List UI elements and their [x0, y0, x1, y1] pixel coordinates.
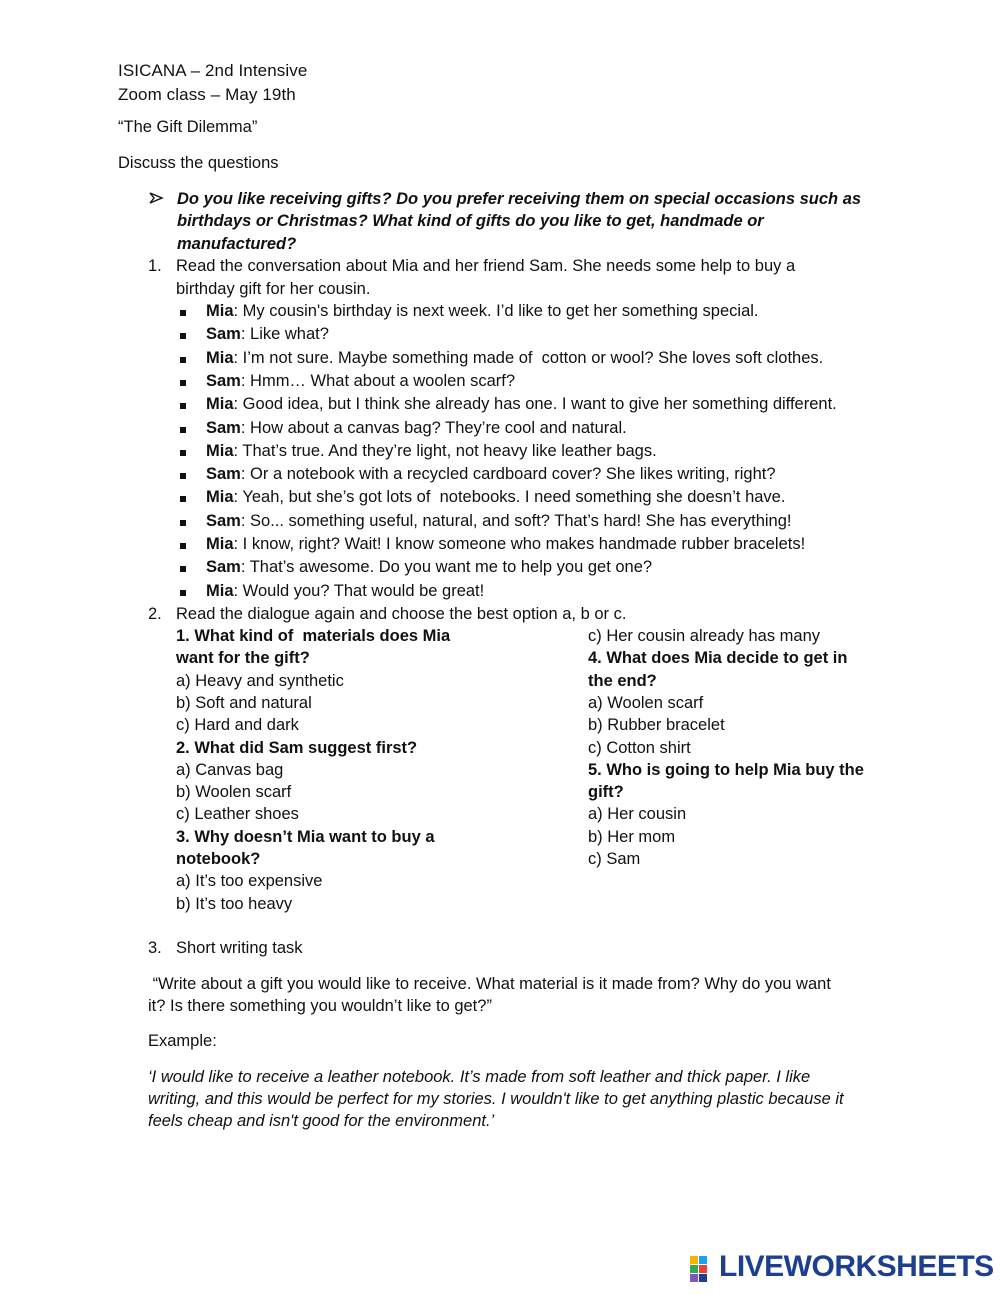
quiz-option: b) Woolen scarf [176, 783, 292, 802]
dialogue-text: : Would you? That would be great! [233, 581, 485, 600]
speaker-name: Mia [206, 535, 234, 553]
example-line: ‘I would like to receive a leather notebook. It’s made from soft leather and thick paper. I like [148, 1068, 811, 1086]
quiz-option: a) Her cousin [588, 805, 687, 824]
dialogue-line [206, 419, 627, 438]
arrow-bullet-icon [148, 190, 164, 206]
dialogue-line [206, 535, 805, 554]
speaker-name: Mia [206, 441, 234, 460]
quiz-question-line: gift? [588, 783, 624, 802]
dialogue-line [206, 372, 515, 391]
quiz-question-line: 4. What does Mia decide to get in [588, 649, 848, 668]
discussion-question-line: birthdays or Christmas? What kind of gifts do you like to get, handmade or [177, 212, 764, 230]
dialogue-text: : That’s awesome. Do you want me to help you get one? [240, 558, 653, 577]
square-bullet-icon [180, 520, 186, 526]
quiz-option: b) It’s too heavy [176, 894, 293, 913]
dialogue-text: : I’m not sure. Maybe something made of cotton or wool? She loves soft clothes. [233, 348, 824, 367]
dialogue-line [206, 582, 484, 601]
dialogue-line [206, 325, 329, 344]
discussion-question-line: Do you like receiving gifts? Do you prefer receiving them on special occasions such as [177, 190, 862, 208]
quiz-option: b) Soft and natural [176, 693, 312, 712]
task1-instruction-line: Read the conversation about Mia and her friend Sam. She needs some help to buy a [176, 257, 796, 275]
quiz-option: b) Rubber bracelet [588, 716, 725, 735]
task3-title: Short writing task [176, 939, 303, 957]
task3-number: 3. [148, 939, 162, 957]
quiz-question-line: 3. Why doesn’t Mia want to buy a [176, 827, 435, 846]
liveworksheets-logo-icon [690, 1254, 716, 1284]
header-line-2: Zoom class – May 19th [118, 85, 296, 104]
quiz-option: c) Leather shoes [176, 805, 299, 824]
quiz-question-line: 1. What kind of materials does Mia [176, 627, 451, 645]
dialogue-text: : How about a canvas bag? They’re cool and natural. [240, 418, 627, 437]
dialogue-text: : Hmm… What about a woolen scarf? [240, 371, 516, 390]
dialogue-text: : Yeah, but she’s got lots of notebooks. I need something she doesn’t have. [233, 488, 786, 507]
discussion-question-line: manufactured? [177, 235, 297, 253]
quiz-question-line: notebook? [176, 850, 261, 868]
task3-prompt-line: “Write about a gift you would like to receive. What material is it made from? Why do you want [148, 975, 831, 993]
discuss-label: Discuss the questions [118, 154, 279, 172]
quiz-option: c) Cotton shirt [588, 738, 691, 757]
square-bullet-icon [180, 333, 186, 339]
square-bullet-icon [180, 566, 186, 572]
quiz-option: b) Her mom [588, 827, 676, 846]
task1-number: 1. [148, 257, 162, 275]
dialogue-line [206, 302, 759, 321]
quiz-question-line: 5. Who is going to help Mia buy the [588, 760, 864, 779]
speaker-name: Sam [206, 418, 241, 437]
dialogue-text: : That’s true. And they’re light, not heavy like leather bags. [233, 441, 657, 460]
quiz-option: c) Hard and dark [176, 716, 299, 735]
dialogue-line [206, 442, 657, 461]
dialogue-line [206, 558, 652, 577]
speaker-name: Sam [206, 511, 241, 530]
quiz-option: a) It’s too expensive [176, 872, 323, 891]
task1-instruction-line: birthday gift for her cousin. [176, 280, 371, 298]
speaker-name: Sam [206, 558, 241, 577]
quiz-option: c) Her cousin already has many [588, 627, 821, 645]
speaker-name: Sam [206, 465, 241, 484]
task2-number: 2. [148, 605, 162, 623]
dialogue-line [206, 349, 823, 368]
dialogue-line [206, 465, 776, 484]
quiz-question-line: 2. What did Sam suggest first? [176, 738, 418, 757]
square-bullet-icon [180, 357, 186, 363]
dialogue-line [206, 488, 785, 507]
dialogue-line [206, 512, 792, 531]
speaker-name: Mia [206, 488, 234, 507]
example-label: Example: [148, 1032, 217, 1050]
square-bullet-icon [180, 496, 186, 502]
quiz-question-line: the end? [588, 671, 657, 690]
speaker-name: Mia [206, 581, 234, 600]
quiz-option: a) Woolen scarf [588, 693, 704, 712]
quiz-option: c) Sam [588, 850, 641, 868]
dialogue-text: : So... something useful, natural, and soft? That’s hard! She has everything! [240, 511, 792, 530]
liveworksheets-logo-text: LIVEWORKSHEETS [719, 1250, 994, 1283]
speaker-name: Sam [206, 325, 241, 344]
square-bullet-icon [180, 310, 186, 316]
header-line-1: ISICANA – 2nd Intensive [118, 61, 308, 80]
square-bullet-icon [180, 450, 186, 456]
dialogue-text: : My cousin's birthday is next week. I’d like to get her something special. [233, 302, 759, 320]
dialogue-text: : I know, right? Wait! I know someone who makes handmade rubber bracelets! [233, 535, 806, 553]
square-bullet-icon [180, 427, 186, 433]
speaker-name: Mia [206, 302, 234, 320]
page-title: “The Gift Dilemma” [118, 118, 258, 136]
dialogue-text: : Good idea, but I think she already has one. I want to give her something different. [233, 395, 837, 414]
dialogue-text: : Or a notebook with a recycled cardboard cover? She likes writing, right? [240, 465, 776, 484]
dialogue-text: : Like what? [240, 325, 329, 344]
example-line: writing, and this would be perfect for my stories. I wouldn't like to get anything plastic because it [148, 1090, 844, 1108]
speaker-name: Sam [206, 371, 241, 390]
quiz-option: a) Heavy and synthetic [176, 671, 344, 690]
speaker-name: Mia [206, 348, 234, 367]
square-bullet-icon [180, 403, 186, 409]
square-bullet-icon [180, 380, 186, 386]
square-bullet-icon [180, 473, 186, 479]
task3-prompt-line: it? Is there something you wouldn’t like to get?” [148, 997, 492, 1015]
square-bullet-icon [180, 590, 186, 596]
task2-instruction: Read the dialogue again and choose the best option a, b or c. [176, 605, 627, 623]
quiz-option: a) Canvas bag [176, 760, 284, 779]
dialogue-line [206, 395, 837, 414]
quiz-question-line: want for the gift? [176, 649, 310, 668]
speaker-name: Mia [206, 395, 234, 414]
square-bullet-icon [180, 543, 186, 549]
example-line: feels cheap and isn't good for the environment.’ [148, 1112, 495, 1130]
